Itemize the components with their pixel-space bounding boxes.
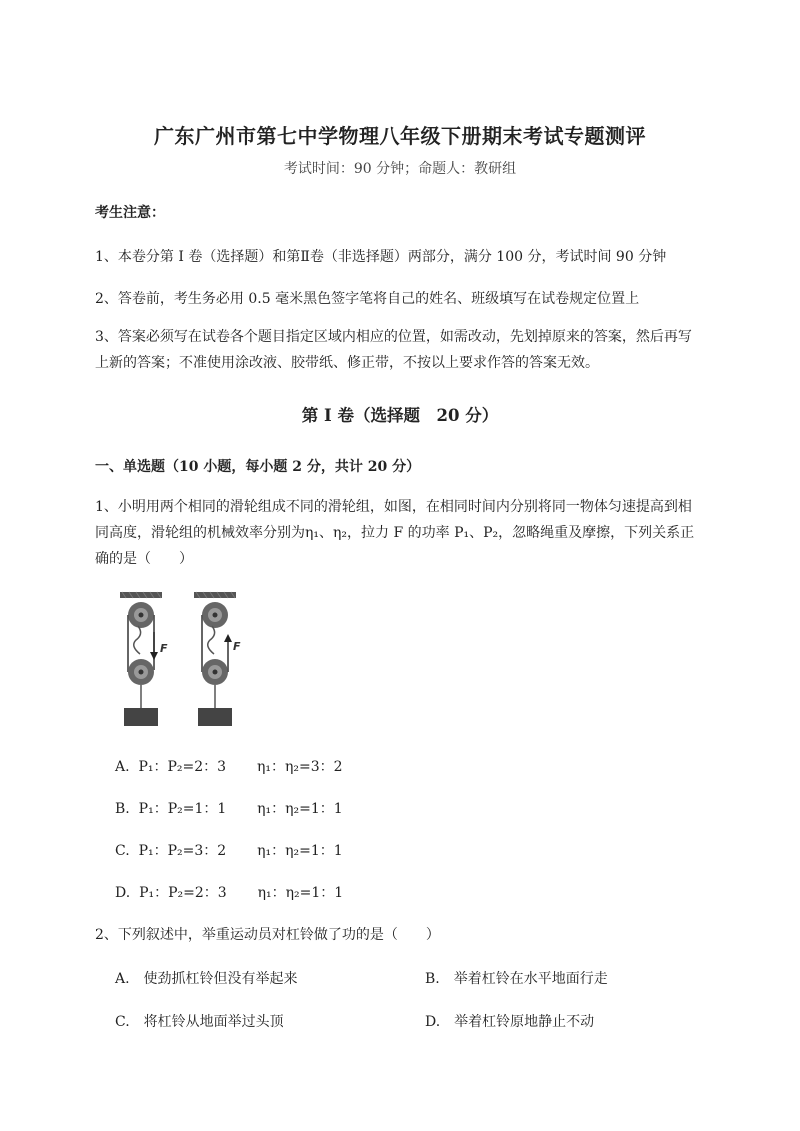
notice-heading: 考生注意： (95, 205, 165, 221)
q1-option-a[interactable]: A. P₁：P₂=2：3 η₁：η₂=3：2 (115, 759, 343, 775)
notice-item-3: 3、答案必须写在试卷各个题目指定区域内相应的位置，如需改动，先划掉原来的答案，然后再写上新的答案；不准使用涂改液、胶带纸、修正带，不按以上要求作答的答案无效。 (95, 329, 692, 371)
force-label-left: F (160, 642, 168, 655)
notice-item-2: 2、答卷前，考生务必用 0.5 毫米黑色签字笔将自己的姓名、班级填写在试卷规定位置上 (95, 291, 640, 307)
q2-option-d[interactable]: D. 举着杠铃原地静止不动 (425, 1014, 595, 1030)
q1-option-c-efficiency: η₁：η₂=1：1 (257, 843, 343, 859)
notice-item-1: 1、本卷分第 I 卷（选择题）和第Ⅱ卷（非选择题）两部分，满分 100 分，考试时间 90 分钟 (95, 249, 667, 265)
exam-title: 广东广州市第七中学物理八年级下册期末考试专题测评 (154, 124, 646, 148)
exam-subtitle: 考试时间：90 分钟；命题人：教研组 (283, 161, 517, 177)
q1-option-c[interactable]: C. P₁：P₂=3：2 η₁：η₂=1：1 (115, 843, 343, 859)
q1-option-d[interactable]: D. P₁：P₂=2：3 η₁：η₂=1：1 (115, 885, 344, 901)
pulley-system-left (120, 592, 168, 726)
q1-option-d-efficiency: η₁：η₂=1：1 (257, 885, 344, 901)
force-label-right: F (233, 640, 241, 653)
pulley-figure (112, 590, 252, 730)
question-2-stem: 2、下列叙述中，举重运动员对杠铃做了功的是（ ） (95, 927, 440, 943)
q2-option-c[interactable]: C. 将杠铃从地面举过头顶 (115, 1014, 284, 1030)
q1-option-b-efficiency: η₁：η₂=1：1 (257, 801, 343, 817)
q1-option-b-power: P₁：P₂=1：1 (138, 801, 227, 817)
q1-option-a-power: P₁：P₂=2：3 (138, 759, 227, 775)
section-title: 第 I 卷（选择题 20 分） (301, 406, 499, 425)
q1-option-c-power: P₁：P₂=3：2 (138, 843, 227, 859)
q1-option-a-efficiency: η₁：η₂=3：2 (256, 759, 343, 775)
pulley-system-right (194, 592, 241, 726)
question-1-stem: 1、小明用两个相同的滑轮组成不同的滑轮组，如图，在相同时间内分别将同一物体匀速提高到相同高度，滑轮组的机械效率分别为η₁、η₂，拉力 F 的功率 P₁、P₂，忽略绳重及摩擦，下列关系正确的是（ ） (95, 499, 695, 567)
q1-option-d-power: P₁：P₂=2：3 (139, 885, 227, 901)
q2-option-b[interactable]: B. 举着杠铃在水平地面行走 (425, 971, 608, 987)
q2-option-a[interactable]: A. 使劲抓杠铃但没有举起来 (115, 971, 298, 987)
part-heading: 一、单选题（10 小题，每小题 2 分，共计 20 分） (95, 459, 421, 475)
q1-option-b[interactable]: B. P₁：P₂=1：1 η₁：η₂=1：1 (115, 801, 343, 817)
